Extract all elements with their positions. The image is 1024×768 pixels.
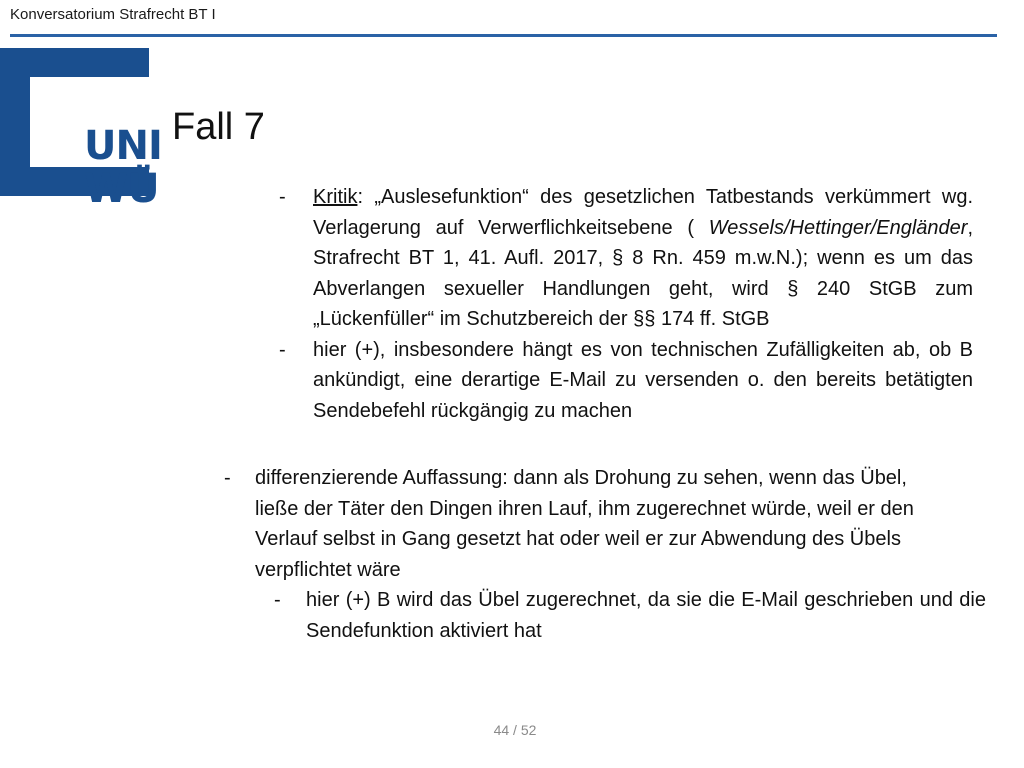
kritik-label: Kritik [313,186,358,208]
logo-lettering [84,123,162,212]
university-logo [0,48,162,212]
list-item-differenzierend [224,463,955,585]
kritik-text-a: : „Auslesefunktion“ des gesetzlichen Tatbestands verkümmert wg. Verlagerung auf Verwerflichkeitsebene ( [313,186,973,239]
logo-line-1: UNI [84,123,162,169]
list-item-hier-1 [279,335,973,427]
bullet-text [313,186,973,330]
list-item-hier-2 [274,585,986,646]
page-number: 44 / 52 [493,722,537,738]
kritik-text-b: , Strafrecht BT 1, 41. Aufl. 2017, § 8 Rn. 459 m.w.N.); wenn es um das Abverlangen sexueller Handlungen geht, wird § 240 StGB zum „Lückenfüller“ im Schutzbereich der §§ 174 ff. StGB [313,216,973,330]
header-divider [10,34,997,37]
list-item-kritik [279,182,973,335]
bullet-text: hier (+) B wird das Übel zugerechnet, da sie die E-Mail geschrieben und die Sendefunktion aktiviert hat [306,589,986,642]
bullet-dash: - [279,186,286,208]
bullet-text: hier (+), insbesondere hängt es von technischen Zufälligkeiten ab, ob B ankündigt, eine derartige E-Mail zu versenden o. den bereits betätigten Sendebefehl rückgängig zu machen [313,338,973,422]
bullet-dash: - [274,589,281,611]
bullet-text: differenzierende Auffassung: dann als Drohung zu sehen, wenn das Übel, ließe der Täter den Dingen ihren Lauf, ihm zugerechnet würde, weil er den Verlauf selbst in Gang gesetzt hat oder weil er zur Abwendung des Übels verpflichtet wäre [255,467,914,581]
header-title: Konversatorium Strafrecht BT I [10,6,216,23]
main-bullet-list [224,463,986,646]
slide-title: Fall 7 [172,106,265,148]
logo-line-2: WÜ [84,166,159,212]
sub-bullet-list [279,182,973,426]
bullet-dash: - [279,338,286,361]
bullet-dash: - [224,467,231,489]
citation-authors: Wessels/Hettinger/Engländer [708,216,968,239]
